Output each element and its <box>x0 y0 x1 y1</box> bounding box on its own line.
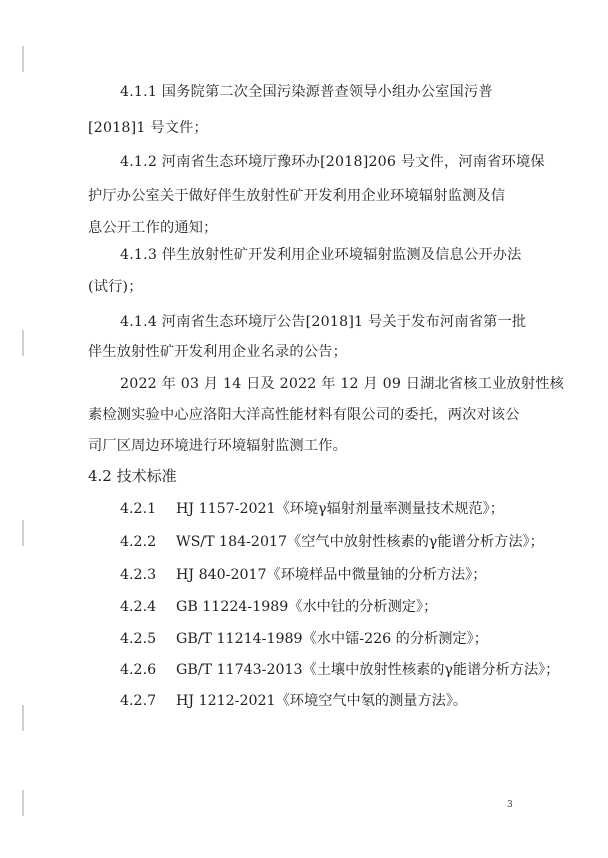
standard-text: GB/T 11214-1989《水中镭-226 的分析测定》； <box>176 631 488 647</box>
standard-text: HJ 1157-2021《环境γ辐射剂量率测量技术规范》； <box>176 501 504 517</box>
commission-paragraph-line-3: 司厂区周边环境进行环境辐射监测工作。 <box>88 438 347 454</box>
basis-item-4-1-3-line-1: 4.1.3 伴生放射性矿开发利用企业环境辐射监测及信息公开办法 <box>120 247 522 263</box>
basis-item-4-1-1-line-1: 4.1.1 国务院第二次全国污染源普查领导小组办公室国污普 <box>120 84 493 100</box>
standard-number: 4.2.5 <box>120 631 157 647</box>
standard-text: HJ 1212-2021《环境空气中氡的测量方法》。 <box>176 693 468 709</box>
page-number: 3 <box>507 800 513 810</box>
basis-item-4-1-2-line-1: 4.1.2 河南省生态环境厅豫环办[2018]206 号文件，河南省环境保 <box>120 154 545 170</box>
standard-number: 4.2.4 <box>120 599 157 615</box>
basis-item-4-1-1-line-2: [2018]1 号文件； <box>88 120 208 136</box>
standard-item <box>120 500 504 518</box>
commission-paragraph-line-2: 素检测实验中心应洛阳大洋高性能材料有限公司的委托，两次对该公 <box>88 407 520 423</box>
margin-mark <box>22 46 24 72</box>
standard-number: 4.2.3 <box>120 567 157 583</box>
standard-text: GB/T 11743-2013《土壤中放射性核素的γ能谱分析方法》； <box>176 662 560 678</box>
standard-number: 4.2.6 <box>120 662 157 678</box>
standard-number: 4.2.7 <box>120 693 157 709</box>
basis-item-4-1-2-line-3: 息公开工作的通知； <box>88 220 218 236</box>
margin-mark <box>22 520 24 546</box>
basis-item-4-1-2-line-2: 护厅办公室关于做好伴生放射性矿开发利用企业环境辐射监测及信 <box>88 188 506 204</box>
standard-number: 4.2.2 <box>120 534 157 550</box>
standard-text: GB 11224-1989《水中钍的分析测定》； <box>176 599 438 615</box>
standard-number: 4.2.1 <box>120 501 157 517</box>
margin-mark <box>22 330 24 356</box>
standard-text: WS/T 184-2017《空气中放射性核素的γ能谱分析方法》； <box>176 534 544 550</box>
section-heading-technical-standards: 4.2 技术标准 <box>88 467 177 485</box>
basis-item-4-1-4-line-1: 4.1.4 河南省生态环境厅公告[2018]1 号关于发布河南省第一批 <box>120 314 527 330</box>
standard-item <box>120 630 488 648</box>
margin-mark <box>22 790 24 816</box>
standard-item <box>120 598 437 616</box>
standard-item <box>120 661 559 679</box>
basis-item-4-1-3-line-2: (试行)； <box>88 279 143 295</box>
basis-item-4-1-4-line-2: 伴生放射性矿开发利用企业名录的公告； <box>88 344 347 360</box>
standard-text: HJ 840-2017《环境样品中微量铀的分析方法》； <box>176 567 487 583</box>
standard-item <box>120 533 544 551</box>
standard-item <box>120 692 467 710</box>
standard-item <box>120 566 486 584</box>
margin-mark <box>22 705 24 731</box>
commission-paragraph-line-1: 2022 年 03 月 14 日及 2022 年 12 月 09 日湖北省核工业放射性核 <box>120 376 565 392</box>
